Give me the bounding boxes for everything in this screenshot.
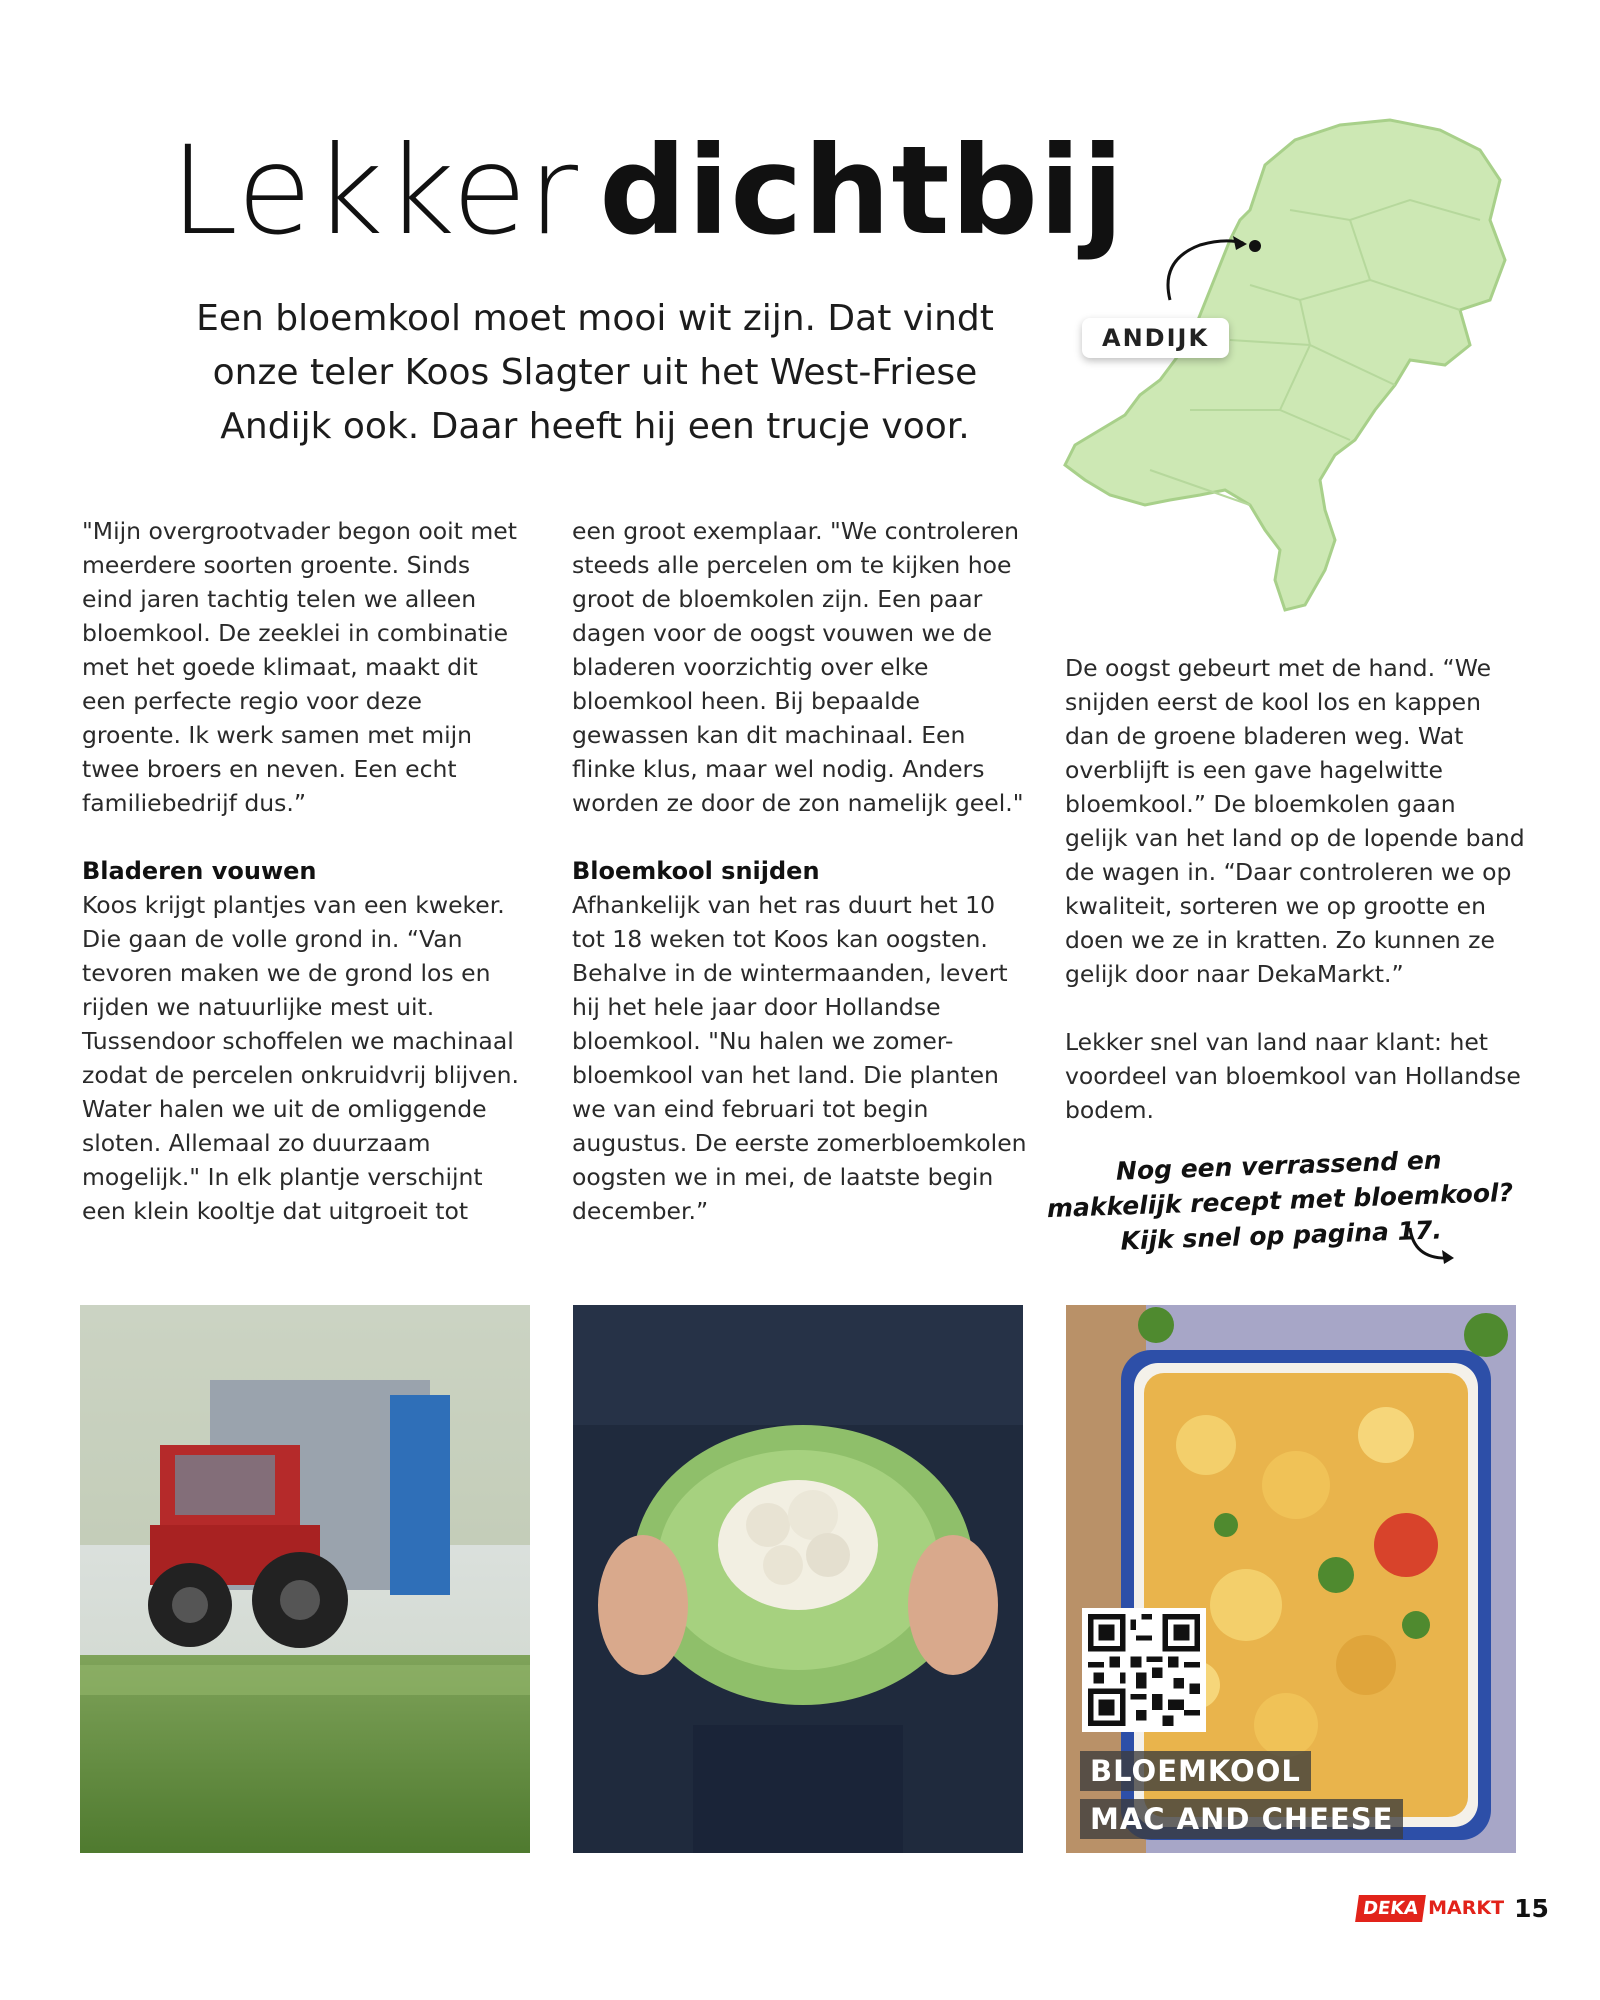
qr-code[interactable] <box>1082 1608 1206 1732</box>
col2-heading: Bloemkool snijden <box>572 857 820 885</box>
article-column-2 <box>572 514 1032 1262</box>
col1-paragraph-1: "Mijn overgrootvader begon ooit met meerdere soorten groente. Sinds eind jaren tachtig telen we alleen bloemkool. De zeeklei in combinatie met het goede klimaat, maakt dit een perfecte regio voor deze groente. Ik werk samen met mijn twee broers en neven. Een echt familiebedrijf dus.” <box>82 517 517 817</box>
callout-line-3: Kijk snel op pagina 17. <box>1120 1215 1443 1256</box>
col3-paragraph-2: Lekker snel van land naar klant: het voordeel van bloemkool van Hollandse bodem. <box>1065 1028 1521 1124</box>
netherlands-map <box>1050 110 1510 630</box>
col3-paragraph-1: De oogst gebeurt met de hand. “We snijden eerst de kool los en kappen dan de groene bladeren weg. Wat overblijft is een gave hagelwitte bloemkool.” De bloemkolen gaan gelijk van het land op de lopende band de wagen in. “Daar controleren we op kwaliteit, sorteren we op grootte en doen we ze in kratten. Zo kunnen ze gelijk door naar DekaMarkt.” <box>1065 654 1525 988</box>
mac-and-cheese-photo <box>1066 1305 1516 1853</box>
cauliflower-photo <box>573 1305 1023 1853</box>
title-light: Lekker <box>170 120 580 262</box>
page-footer <box>1357 1890 1549 1926</box>
col2-paragraph-2: Afhankelijk van het ras duurt het 10 tot 18 weken tot Koos kan oogsten. Behalve in de wintermaanden, levert hij het hele jaar door Hollandse bloemkool. "Nu halen we zomer-bloemkool van het land. Die planten we van eind februari tot begin augustus. De eerste zomerbloemkolen oogsten we in mei, de laatste begin december.” <box>572 891 1027 1225</box>
title-bold: dichtbij <box>599 120 1125 262</box>
tractor-photo <box>80 1305 530 1853</box>
callout-line-2: makkelijk recept met bloemkool? <box>1046 1177 1514 1224</box>
article-column-1 <box>82 514 522 1262</box>
col1-paragraph-2: Koos krijgt plantjes van een kweker. Die gaan de volle grond in. “Van tevoren maken we de grond los en rijden we natuurlijke mest uit. Tussendoor schoffelen we machinaal zodat de percelen onkruidvrij blijven. Water halen we uit de omliggende sloten. Allemaal zo duurzaam mogelijk." In elk plantje verschijnt een klein kooltje dat uitgroeit tot <box>82 891 520 1225</box>
dish-label-line-1: BLOEMKOOL <box>1080 1751 1311 1791</box>
col2-paragraph-1: een groot exemplaar. "We controleren steeds alle percelen om te kijken hoe groot de bloemkolen zijn. Een paar dagen voor de oogst vouwen we de bladeren voorzichtig over elke bloemkool heen. Bij bepaalde gewassen kan dit machinaal. Een flinke klus, maar wel nodig. Anders worden ze door de zon namelijk geel." <box>572 517 1024 817</box>
dekamarkt-logo <box>1357 1893 1504 1923</box>
page-number: 15 <box>1514 1893 1549 1923</box>
col1-heading: Bladeren vouwen <box>82 857 317 885</box>
callout-line-1: Nog een verrassend en <box>1115 1145 1443 1186</box>
logo-markt: MARKT <box>1428 1897 1505 1919</box>
logo-deka: DEKA <box>1355 1895 1426 1922</box>
map-shape <box>1065 120 1505 610</box>
andijk-dot <box>1249 240 1261 252</box>
page-title <box>170 120 1125 262</box>
article-column-3 <box>1065 651 1525 1161</box>
curved-arrow-icon <box>1402 1222 1462 1272</box>
lead-paragraph: Een bloemkool moet mooi wit zijn. Dat vindt onze teler Koos Slagter uit het West-Friese Andijk ook. Daar heeft hij een trucje voor. <box>196 298 994 447</box>
map-label-andijk: ANDIJK <box>1082 318 1229 358</box>
dish-label-line-2: MAC AND CHEESE <box>1080 1799 1403 1839</box>
